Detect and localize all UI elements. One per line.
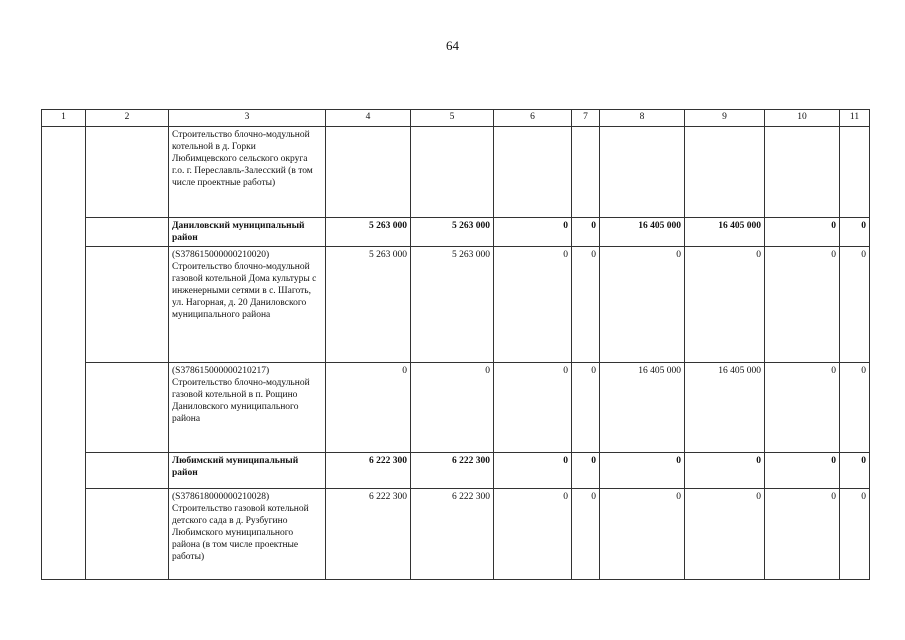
column-header: 8: [600, 110, 685, 127]
col-2-cell: [86, 453, 169, 489]
table-row: [42, 247, 870, 363]
column-header: 1: [42, 110, 86, 127]
column-header: 11: [840, 110, 870, 127]
value-cell: 0: [572, 453, 600, 489]
value-cell: 16 405 000: [600, 218, 685, 247]
value-cell: 0: [494, 489, 572, 580]
value-cell: 0: [685, 247, 765, 363]
col-2-cell: [86, 127, 169, 218]
table-header-row: [42, 110, 870, 127]
col-2-cell: [86, 247, 169, 363]
table-row-district-total: [42, 218, 870, 247]
value-cell: 0: [411, 363, 494, 453]
value-cell: 0: [840, 363, 870, 453]
value-cell: [685, 127, 765, 218]
district-name-cell: Даниловский муниципальный район: [169, 218, 326, 247]
column-header: 4: [326, 110, 411, 127]
value-cell: 0: [572, 218, 600, 247]
value-cell: 0: [494, 218, 572, 247]
value-cell: 16 405 000: [685, 363, 765, 453]
value-cell: 0: [600, 453, 685, 489]
value-cell: 0: [494, 453, 572, 489]
page-number: 64: [446, 38, 459, 53]
value-cell: 0: [840, 218, 870, 247]
column-header: 7: [572, 110, 600, 127]
value-cell: 0: [840, 453, 870, 489]
value-cell: [494, 127, 572, 218]
column-header: 9: [685, 110, 765, 127]
column-header: 6: [494, 110, 572, 127]
value-cell: 5 263 000: [326, 247, 411, 363]
value-cell: [600, 127, 685, 218]
column-header: 5: [411, 110, 494, 127]
value-cell: 6 222 300: [326, 489, 411, 580]
value-cell: 0: [600, 247, 685, 363]
value-cell: [326, 127, 411, 218]
value-cell: 0: [685, 453, 765, 489]
value-cell: 0: [572, 363, 600, 453]
value-cell: [840, 127, 870, 218]
value-cell: [572, 127, 600, 218]
value-cell: 16 405 000: [685, 218, 765, 247]
value-cell: 0: [685, 489, 765, 580]
value-cell: 0: [840, 489, 870, 580]
value-cell: 0: [840, 247, 870, 363]
value-cell: 0: [494, 247, 572, 363]
value-cell: 0: [572, 489, 600, 580]
object-name-cell: (S378615000000210217) Строительство блочно-модульной газовой котельной в п. Рощино Даниловского муниципального района: [169, 363, 326, 453]
column-header: 2: [86, 110, 169, 127]
value-cell: 0: [765, 489, 840, 580]
district-name-cell: Любимский муниципальный район: [169, 453, 326, 489]
col-2-cell: [86, 363, 169, 453]
value-cell: 0: [765, 247, 840, 363]
budget-table: [41, 109, 870, 580]
value-cell: 6 222 300: [411, 453, 494, 489]
value-cell: [411, 127, 494, 218]
object-name-cell: (S378615000000210020) Строительство блочно-модульной газовой котельной Дома культуры с инженерными сетями в с. Шаготь, ул. Нагорная, д. 20 Даниловского муниципального района: [169, 247, 326, 363]
value-cell: 0: [494, 363, 572, 453]
column-header: 3: [169, 110, 326, 127]
table-row: [42, 489, 870, 580]
table-row: [42, 127, 870, 218]
value-cell: 0: [765, 453, 840, 489]
col-1-merged-cell: [42, 127, 86, 580]
table-row: [42, 363, 870, 453]
value-cell: 0: [326, 363, 411, 453]
object-name-cell: (S378618000000210028) Строительство газовой котельной детского сада в д. Рузбугино Любимского муниципального района (в том числе проектные работы): [169, 489, 326, 580]
value-cell: 5 263 000: [411, 218, 494, 247]
value-cell: 0: [765, 363, 840, 453]
column-header: 10: [765, 110, 840, 127]
value-cell: [765, 127, 840, 218]
object-name-cell: Строительство блочно-модульной котельной в д. Горки Любимцевского сельского округа г.о. г. Переславль-Залесский (в том числе проектные работы): [169, 127, 326, 218]
table-row-district-total: [42, 453, 870, 489]
value-cell: 0: [572, 247, 600, 363]
col-2-cell: [86, 218, 169, 247]
value-cell: 0: [600, 489, 685, 580]
value-cell: 5 263 000: [411, 247, 494, 363]
value-cell: 5 263 000: [326, 218, 411, 247]
value-cell: 16 405 000: [600, 363, 685, 453]
value-cell: 6 222 300: [411, 489, 494, 580]
value-cell: 0: [765, 218, 840, 247]
value-cell: 6 222 300: [326, 453, 411, 489]
col-2-cell: [86, 489, 169, 580]
